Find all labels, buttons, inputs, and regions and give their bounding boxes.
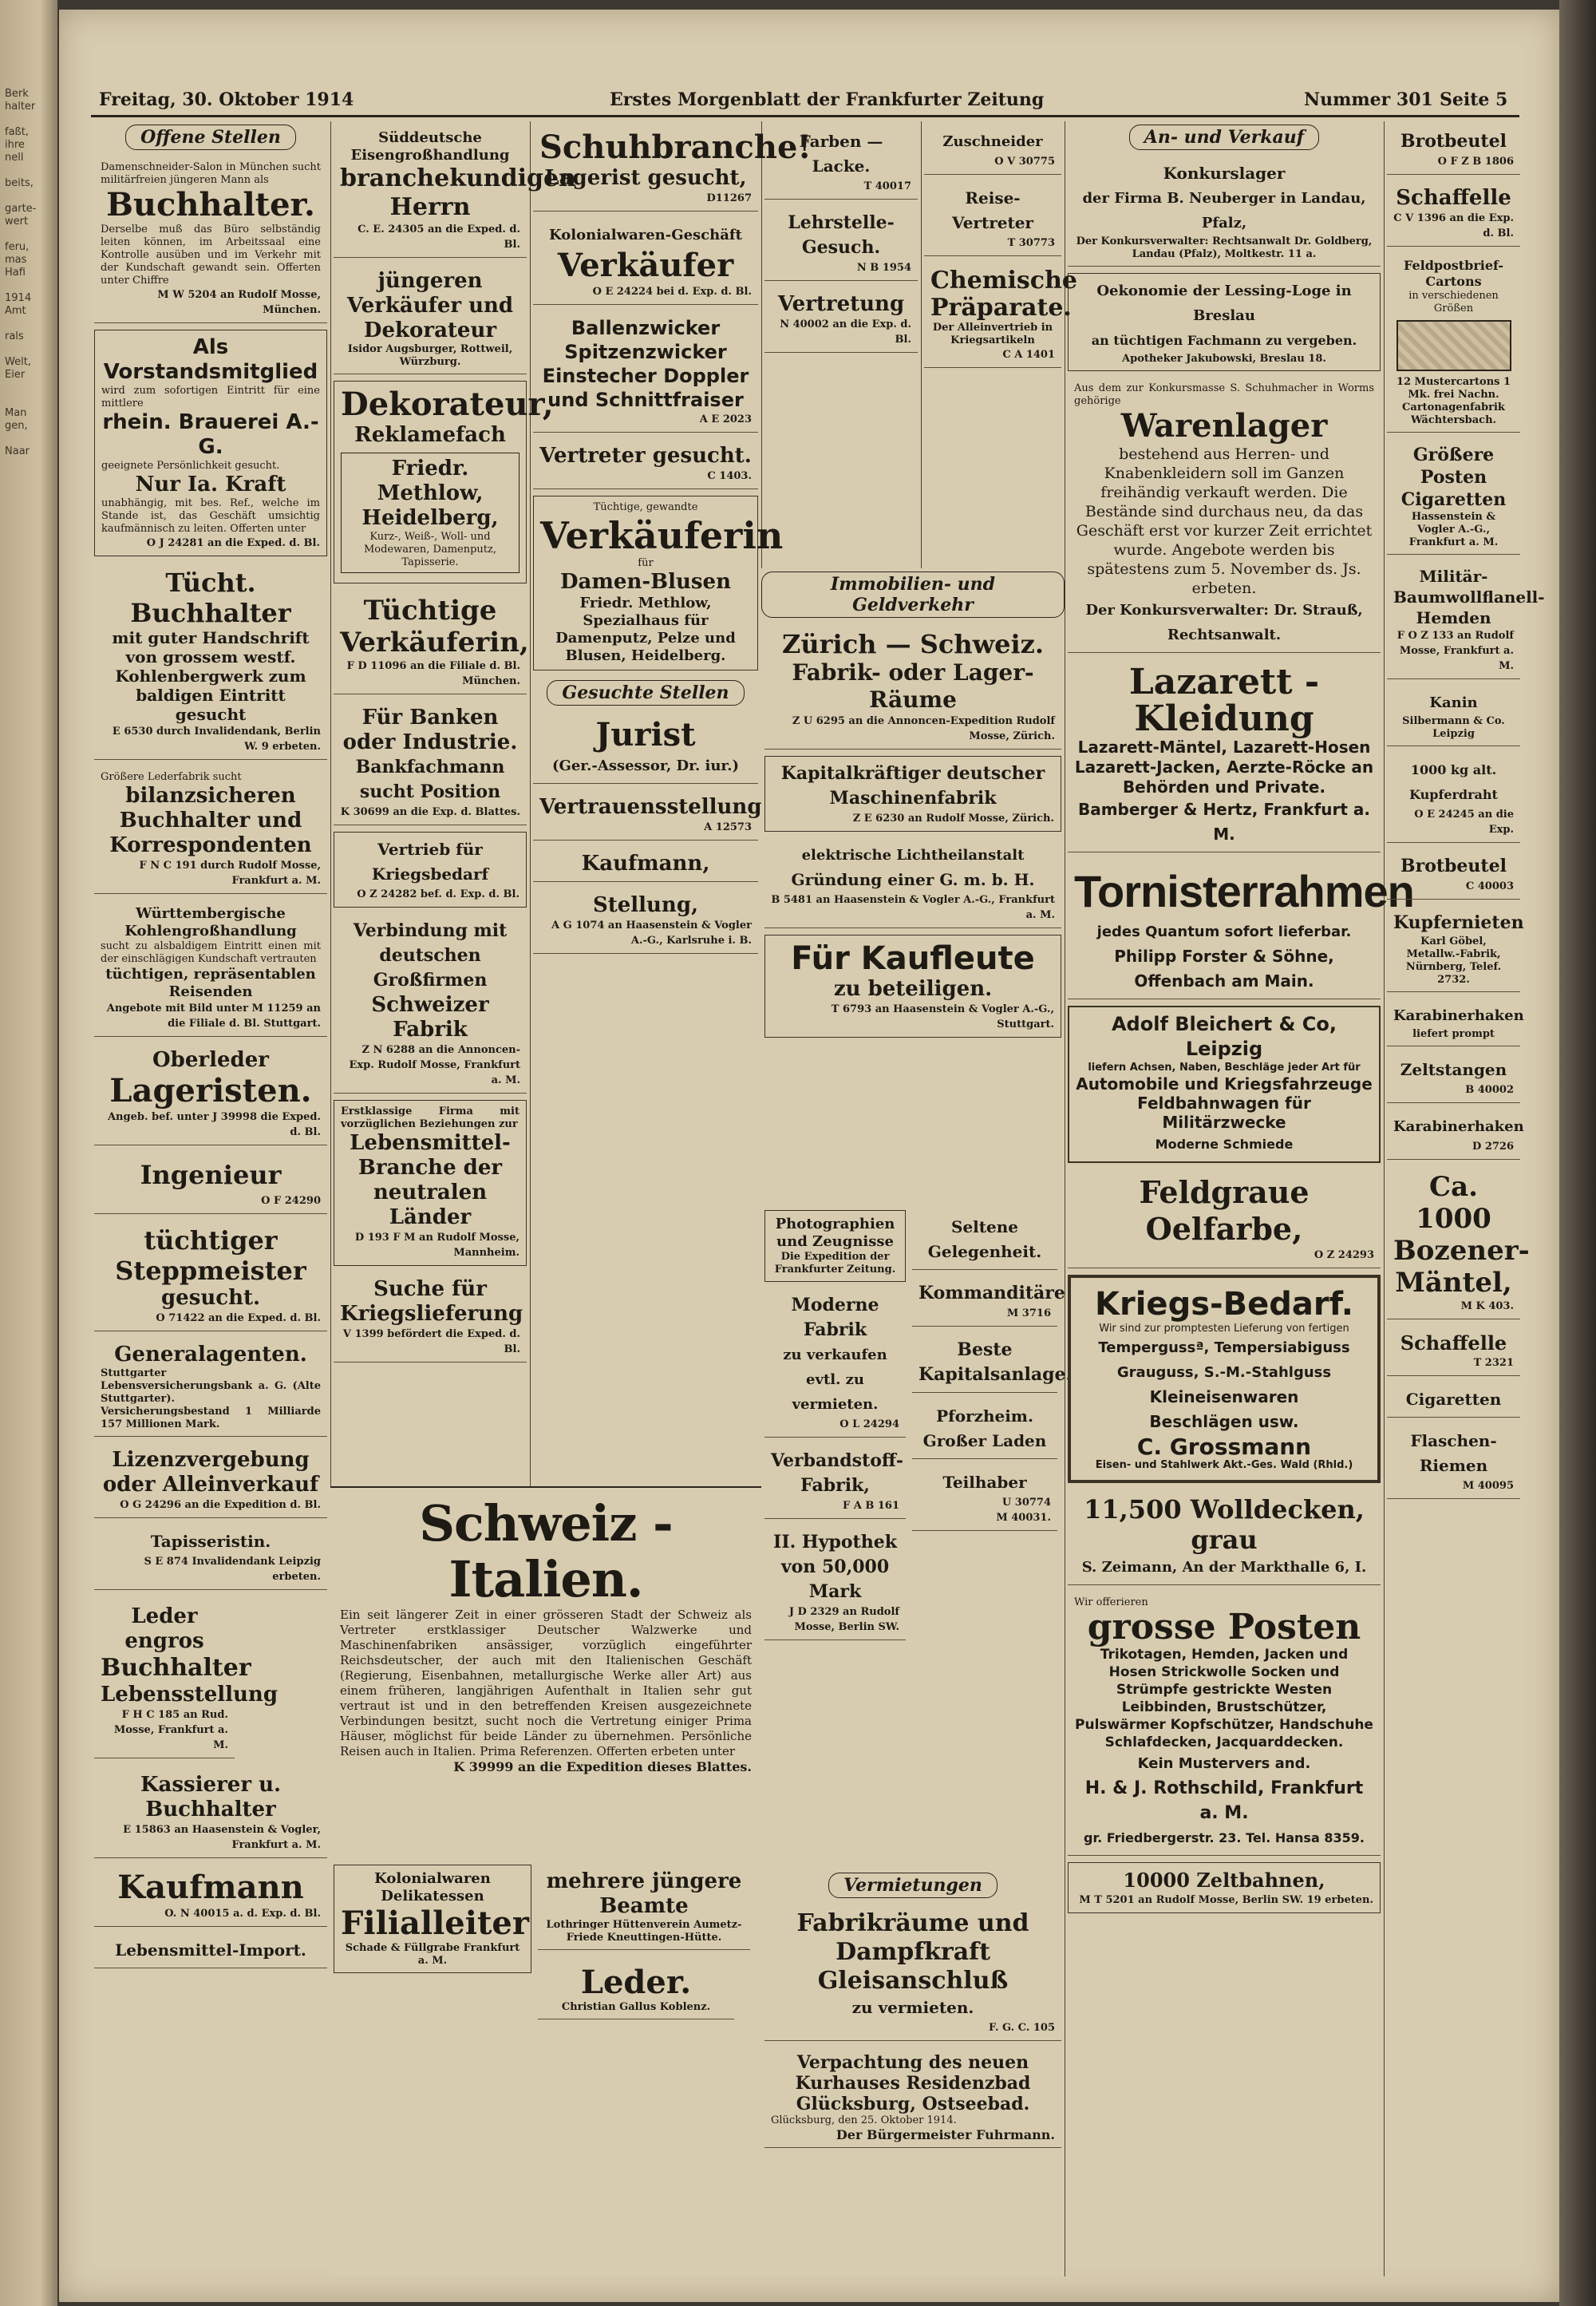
ad-hypothek: II. Hypothek von 50,000 Mark J D 2329 an Rudolf Mosse, Berlin SW. [764,1525,906,1640]
ad-tuechtige-verkaeuferin: Tüchtige Verkäuferin, F D 11096 an die Filiale d. Bl. München. [334,590,527,694]
ad-dekorateur-heidelberg: Dekorateur, Reklamefach Friedr. Methlow, Heidelberg, Kurz-, Weiß-, Woll- und Modewaren, Damenputz, Tapisserie. [334,381,527,583]
carton-illustration [1396,320,1511,371]
ad-kommanditaere: Kommanditäre M 3716 [912,1276,1057,1327]
header-page: Seite 5 [1440,89,1508,110]
ad-tuecht-buchhalter: Tücht. Buchhalter mit guter Handschrift von grossem westf. Kohlenbergwerk zum baldigen Eintritt gesucht E 6530 durch Invalidendank, Berlin W. 9 erbeten. [94,563,327,760]
ad-kaufmann: Kaufmann O. N 40015 a. d. Exp. d. Bl. [94,1865,327,1927]
mid-col45-ads [761,1207,1073,1869]
ad-pforzheim: Pforzheim. Großer Laden [912,1399,1057,1459]
ad-feldpostbrief-cartons: Feldpostbrief-Cartons in verschiedenen Größen 12 Mustercartons 1 Mk. frei Nachn. Cartonagenfabrik Wächtersbach. [1387,253,1520,433]
ad-teilhaber: Teilhaber U 30774 M 40031. [912,1465,1057,1531]
ad-lizenzvergebung: Lizenzvergebung oder Alleinverkauf O G 24296 an die Expedition d. Bl. [94,1443,327,1518]
ad-cigaretten: Größere Posten Cigaretten Hassenstein & Vogler A.-G., Frankfurt a. M. [1387,439,1520,555]
ad-lessing-loge: Oekonomie der Lessing-Loge in Breslau an tüchtigen Fachmann zu vergeben. Apotheker Jakubowski, Breslau 18. [1068,273,1381,371]
lower-left-ads [330,1861,761,2276]
ad-buchhalter-muenchen: Damenschneider-Salon in München sucht militärfreien jüngeren Mann als Buchhalter. Derselbe muß das Büro selbständig leiten können, im Arbeitssaal eine Kontrolle ausüben und im Verkehr mit der Kundschaft gewandt sein. Offerten unter Chiffre M W 5204 an Rudolf Mosse, München. [94,156,327,323]
ad-kupferdraht: 1000 kg alt. Kupferdraht O E 24245 an die Exp. [1387,753,1520,843]
column-6 [1065,121,1414,2276]
page-header [91,83,1519,117]
ad-schweizer-fabrik: Verbindung mit deutschen Großfirmen Schweizer Fabrik Z N 6288 an die Annoncen-Exp. Rudolf Mosse, Frankfurt a. M. [334,914,527,1094]
ad-vertrieb-kriegsbedarf: Vertrieb für Kriegsbedarf O Z 24282 bef. d. Exp. d. Bl. [334,832,527,908]
ad-kanin: Kanin Silbermann & Co. Leipzig [1387,686,1520,746]
ad-kriegslieferung: Suche für Kriegslieferung V 1399 befördert die Exped. d. Bl. [334,1272,527,1363]
ad-grosse-posten: Wir offerieren grosse Posten Trikotagen, Hemden, Jacken und Hosen Strickwolle Socken und Strümpfe gestrickte Westen Leibbinden, Brustschützer, Pulswärmer Kopfschützer, Handschuhe Schlafdecken, Jacquarddecken. Kein Mustervers and. H. & J. Rothschild, Frankfurt a. M. gr. Friedbergerstr. 23. Tel. Hansa 8359. [1068,1592,1381,1856]
ad-vertreter-gesucht: Vertreter gesucht. C 1403. [533,439,758,489]
ad-feldgraue-oelfarbe: Feldgraue Oelfarbe, O Z 24293 [1068,1169,1381,1268]
ad-farben-lacke: Farben — Lacke. T 40017 [764,125,918,200]
ad-moderne-fabrik: Moderne Fabrik zu verkaufen evtl. zu vermieten. O L 24294 [764,1288,906,1438]
ad-flaschen-riemen: Flaschen-Riemen M 40095 [1387,1424,1520,1499]
section-offene-stellen: Offene Stellen [125,125,296,150]
ad-bleichert: Adolf Bleichert & Co, Leipzig liefern Achsen, Naben, Beschläge jeder Art für Automobile und Kriegsfahrzeuge Feldbahnwagen für Militärzwecke Moderne Schmiede [1068,1006,1381,1163]
ad-lebensmittel-branche: Erstklassige Firma mit vorzüglichen Beziehungen zur Lebensmittel-Branche der neutralen Länder D 193 F M an Rudolf Mosse, Mannheim. [334,1100,527,1266]
ad-kriegs-bedarf: Kriegs-Bedarf. Wir sind zur promptesten Lieferung von fertigen Tempergussª, Tempersiabiguss Grauguss, S.-M.-Stahlguss Kleineisenwaren Beschlägen usw. C. Grossmann Eisen- und Stahlwerk Akt.-Ges. Wald (Rhld.) [1068,1275,1381,1483]
ad-zeltbahnen: 10000 Zeltbahnen, M T 5201 an Rudolf Mosse, Berlin SW. 19 erbeten. [1068,1862,1381,1913]
ad-reise-vertreter: Reise-Vertreter T 30773 [924,181,1061,256]
ad-karabinerhaken-1: Karabinerhaken liefert prompt [1387,999,1520,1046]
previous-page-edge [0,0,57,2306]
ad-tornisterrahmen: Tornisterrahmen jedes Quantum sofort lieferbar. Philipp Forster & Söhne, Offenbach am Main. [1068,859,1381,999]
ad-eisengrosshandlung: Süddeutsche Eisengroßhandlung branchekundigen Herrn C. E. 24305 an die Exped. d. Bl. [334,125,527,258]
previous-page-text: Berk halter faßt, ihre nell beits, garte- wert feru, mas Hafi 1914 Amt rals Welt, Eier Man gen, Naar [5,88,37,457]
ad-maschinenfabrik: Kapitalkräftiger deutscher Maschinenfabrik Z E 6230 an Rudolf Mosse, Zürich. [764,756,1061,832]
ad-kaufmann-bordeaux: Kaufmann, [533,847,758,882]
ad-lehrstelle: Lehrstelle-Gesuch. N B 1954 [764,206,918,281]
ad-kohlengrosshandlung: Württembergische Kohlengroßhandlung sucht zu alsbaldigem Eintritt einen mit der einschlägigen Kundschaft vertrauten tüchtigen, repräsentablen Reisenden Angebote mit Bild unter M 11259 an die Filiale d. Bl. Stuttgart. [94,900,327,1037]
ad-zeltstangen: Zeltstangen B 40002 [1387,1053,1520,1103]
ad-schaffelle-1: Schaffelle C V 1396 an die Exp. d. Bl. [1387,181,1520,247]
ad-wolldecken: 11,500 Wolldecken, grau S. Zeimann, An der Markthalle 6, I. [1068,1489,1381,1585]
ad-seltene-gelegenheit: Seltene Gelegenheit. [912,1210,1057,1270]
section-immobilien: Immobilien- und Geldverkehr [761,572,1065,618]
ad-bilanzsicheren-buchhalter: Größere Lederfabrik sucht bilanzsicheren Buchhalter und Korrespondenten F N C 191 durch Rudolf Mosse, Frankfurt a. M. [94,766,327,894]
column-7 [1384,121,1545,2276]
column-1 [91,121,331,2276]
ad-brotbeutel-1: Brotbeutel O F Z B 1806 [1387,125,1520,175]
ad-fabrikraeume: Fabrikräume und Dampfkraft Gleisanschluß zu vermieten. F. G. C. 105 [764,1905,1061,2041]
newspaper-page [59,10,1559,2302]
ad-schuhbranche: Schuhbranche! Lagerist gesucht, D11267 [533,125,758,212]
ad-lageristen: Oberleder Lageristen. Angeb. bef. unter J 39998 die Exped. d. Bl. [94,1043,327,1145]
ad-verkaeuferin-blusen: Tüchtige, gewandte Verkäuferin für Damen-Blusen Friedr. Methlow, Spezialhaus für Damenputz, Pelze und Blusen, Heidelberg. [533,496,758,670]
ad-vertretung: Vertretung N 40002 an die Exp. d. Bl. [764,287,918,353]
ad-stellung: Stellung, A G 1074 an Haasenstein & Vogler A.-G., Karlsruhe i. B. [533,888,758,954]
ad-cigaretten-2: Cigaretten [1387,1382,1520,1418]
ad-leder: Leder. Christian Gallus Koblenz. [538,1960,734,2019]
ad-kurhaus-gluecksburg: Verpachtung des neuen Kurhauses Residenzbad Glücksburg, Ostseebad. Glücksburg, den 25. Oktober 1914. Der Bürgermeister Fuhrmann. [764,2047,1061,2148]
ad-steppmeister: tüchtiger Steppmeister gesucht. O 71422 an die Exped. d. Bl. [94,1220,327,1331]
header-masthead: Erstes Morgenblatt der Frankfurter Zeitung [610,89,1045,110]
ad-dekorateur-rottweil: jüngeren Verkäufer und Dekorateur Isidor Augsburger, Rottweil, Würzburg. [334,264,527,374]
ad-ballenzwicker: Ballenzwicker Spitzenzwicker Einstecher Doppler und Schnittfraiser A E 2023 [533,311,758,433]
ad-kolonialwaren-verkaeufer: Kolonialwaren-Geschäft Verkäufer O E 24224 bei d. Exp. d. Bl. [533,218,758,305]
vermietungen-section [761,1869,1065,2276]
ad-flanell-hemden: Militär-Baumwollflanell-Hemden F O Z 133 an Rudolf Mosse, Frankfurt a. M. [1387,561,1520,679]
ad-lazarett-kleidung: Lazarett - Kleidung Lazarett-Mäntel, Lazarett-Hosen Lazarett-Jacken, Aerzte-Röcke an Behörden und Private. Bamberger & Hertz, Frankfurt a. M. [1068,659,1381,852]
ad-kapitalsanlage: Beste Kapitalsanlage. [912,1333,1057,1393]
ad-bankfachmann: Für Banken oder Industrie. Bankfachmann sucht Position K 30699 an die Exp. d. Blattes. [334,701,527,825]
section-vermietungen: Vermietungen [828,1873,998,1898]
ad-schaffelle-2: Schaffelle T 2321 [1387,1326,1520,1376]
ad-verbandstoff: Verbandstoff-Fabrik, F A B 161 [764,1444,906,1519]
ad-filialleiter: Kolonialwaren Delikatessen Filialleiter Schade & Füllgrabe Frankfurt a. M. [334,1865,531,1973]
section-gesuchte-stellen: Gesuchte Stellen [547,680,744,706]
ad-vertrauensstellung: Vertrauensstellung A 12573 [533,790,758,841]
ad-lichtheilanstalt: elektrische Lichtheilanstalt Gründung einer G. m. b. H. B 5481 an Haasenstein & Vogler A.-G., Frankfurt a. M. [764,838,1061,928]
ad-photographien: Photographien und Zeugnisse Die Expedition der Frankfurter Zeitung. [764,1210,906,1282]
ad-warenlager: Aus dem zur Konkursmasse S. Schuhmacher in Worms gehörige Warenlager bestehend aus Herren- und Knabenkleidern soll im Ganzen freihändig verkauft werden. Die Bestände sind durchaus neu, da das Geschäft erst vor kurzer Zeit errichtet wurde. Angebote werden bis spätestens zum 5. November ds. Js. erbeten. Der Konkursverwalter: Dr. Strauß, Rechtsanwalt. [1068,378,1381,653]
ad-zuschneider: Zuschneider O V 30775 [924,125,1061,175]
ad-schweiz-italien: Schweiz - Italien. Ein seit längerer Zeit in einer grösseren Stadt der Schweiz als Vertreter erstklassiger Deutscher Walzwerke und Maschinenfabriken ansässiger, vorzüglich eingeführter Reichsdeutscher, der auch mit den Italienischen Geschäft (Regierung, Eisenbahnen, metallurgische Werke aller Art) aus einem früheren, langjährigen Aufenthalt in Italien sehr gut vertraut ist und in den betreffenden Kreisen ausgezeichnete Verbindungen besitzt, sucht noch die Vertretung einiger Prima Häuser, möglichst für beide Länder zu übernehmen. Persönliche Reisen auch in Italien. Prima Referenzen. Offerten erbeten unter K 39999 an die Expedition dieses Blattes. [330,1486,761,1863]
ad-konkurslager: Konkurslager der Firma B. Neuberger in Landau, Pfalz, Der Konkursverwalter: Rechtsanwalt Dr. Goldberg, Landau (Pfalz), Moltkestr. 11 a. [1068,156,1381,267]
ad-bozener-maentel: Ca. 1000 Bozener-Mäntel, M K 403. [1387,1166,1520,1319]
ad-brotbeutel-2: Brotbeutel C 40003 [1387,849,1520,900]
ad-tapisseristin: Tapisseristin. S E 874 Invalidendank Leipzig erbeten. [94,1525,327,1590]
ad-juengere-beamte: mehrere jüngere Beamte Lothringer Hüttenverein Aumetz-Friede Kneuttingen-Hütte. [538,1865,750,1950]
immobilien-section [761,568,1065,1207]
ad-zuerich: Zürich — Schweiz. Fabrik- oder Lager-Räume Z U 6295 an die Annoncen-Expedition Rudolf Mosse, Zürich. [764,624,1061,750]
ad-ingenieur: Ingenieur O F 24290 [94,1152,327,1214]
ad-jurist: Jurist (Ger.-Assessor, Dr. iur.) [533,712,758,784]
ad-kassierer: Kassierer u. Buchhalter E 15863 an Haasenstein & Vogler, Frankfurt a. M. [94,1768,327,1858]
ad-fuer-kaufleute: Für Kaufleute zu beteiligen. T 6793 an Haasenstein & Vogler A.-G., Stuttgart. [764,935,1061,1038]
book-edge [1559,0,1596,2306]
ad-generalagenten: Generalagenten. Stuttgarter Lebensversicherungsbank a. G. (Alte Stuttgarter). Versicherungsbestand 1 Milliarde 157 Millionen Mark. [94,1338,327,1437]
ad-kupfernieten: Kupfernieten Karl Göbel, Metallw.-Fabrik, Nürnberg, Telef. 2732. [1387,906,1520,992]
ad-leder-engros: Leder engros Buchhalter Lebensstellung F H C 185 an Rud. Mosse, Frankfurt a. M. [94,1600,235,1758]
ad-vorstandsmitglied: Als Vorstandsmitglied wird zum sofortigen Eintritt für eine mittlere rhein. Brauerei A.-G. geeignete Persönlichkeit gesucht. Nur Ia. Kraft unabhängig, mit bes. Ref., welche im Stande ist, das Geschäft umsichtig kaufmännisch zu leiten. Offerten unter O J 24281 an die Exped. d. Bl. [94,330,327,556]
ad-lebensmittel-import: Lebensmittel-Import. [94,1933,327,1968]
header-date: Freitag, 30. Oktober 1914 [99,89,354,110]
ad-karabinerhaken-2: Karabinerhaken D 2726 [1387,1109,1520,1160]
header-issue: Nummer 301 [1304,89,1433,110]
section-an-und-verkauf: An- und Verkauf [1129,125,1319,150]
ad-chemische-praeparate: Chemische Präparate. Der Alleinvertrieb in Kriegsartikeln C A 1401 [924,263,1061,368]
